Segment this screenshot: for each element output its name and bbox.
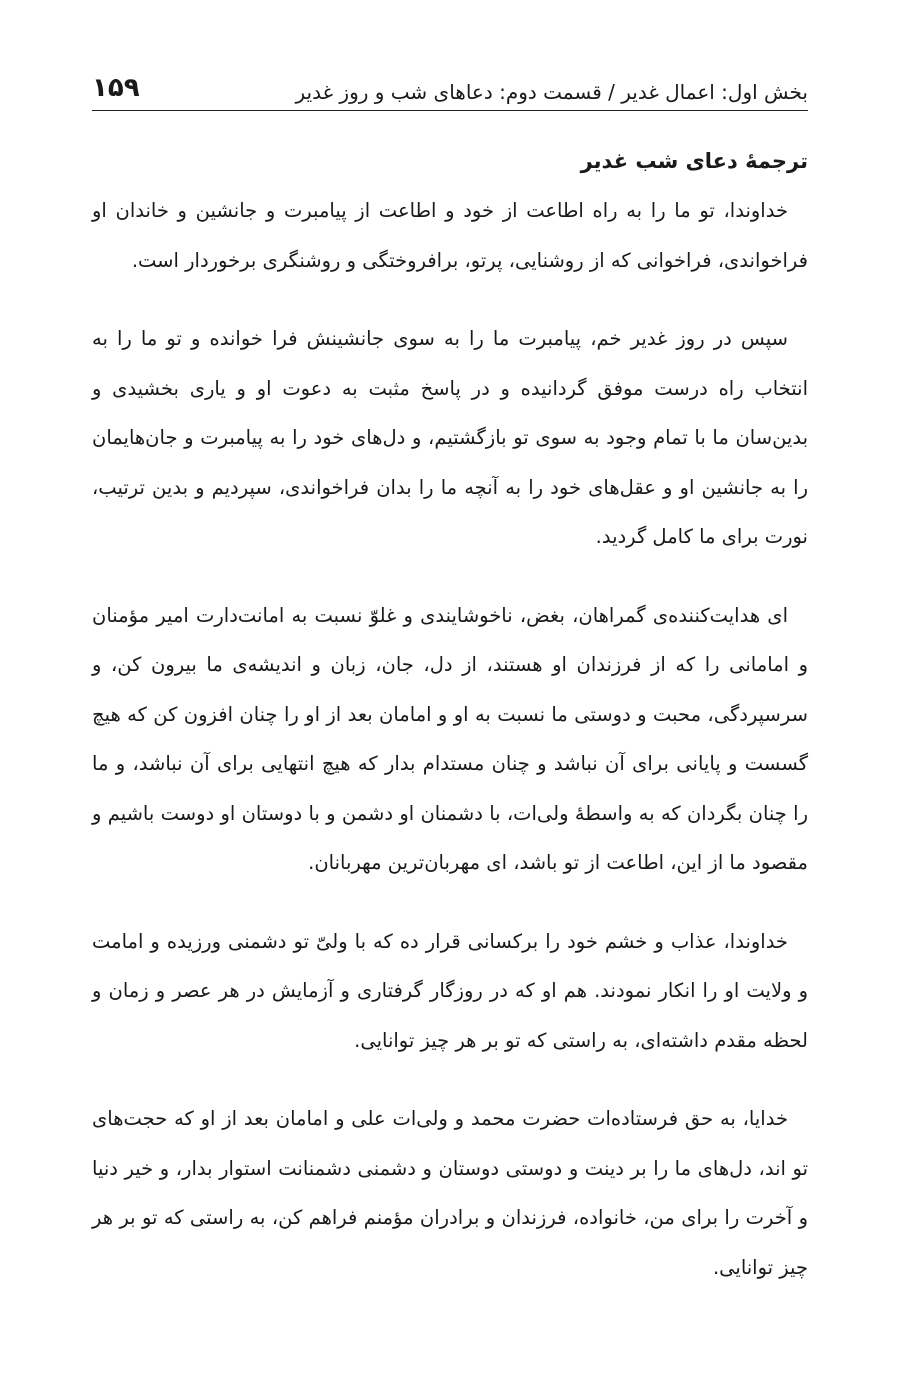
- paragraph-4: خداوندا، عذاب و خشم خود را برکسانی قرار ده که با ولیّ تو دشمنی ورزیده و امامت و ولایت او را انکار نمودند. هم او که در روزگار گرفتاری و آزمایش در هر عصر و زمان و لحظه مقدم داشته‌ای، به راستی که تو بر هر چیز توانایی.: [92, 929, 808, 1052]
- paragraph-3: ای هدایت‌کننده‌ی گمراهان، بغض، ناخوشایندی و غلوّ نسبت به امانت‌دارت امیر مؤمنان و امامانی را که از فرزندان او هستند، از دل، جان، زبان و اندیشه‌ی ما بیرون کن، و سرسپردگی، محبت و دوستی ما نسبت به او و امامان بعد از او را چنان افزون کن که هیچ گسست و پایانی برای آن نباشد و چنان مستدام بدار که هیچ انتهایی برای آن نباشد، و ما را چنان بگردان که به واسطهٔ ولی‌ات، با دشمنان او دشمن و با دوستان او دوست باشیم و مقصود ما از این، اطاعت از تو باشد، ای مهربان‌ترین مهربانان.: [92, 603, 808, 874]
- paragraph-1: خداوندا، تو ما را به راه اطاعت از خود و اطاعت از پیامبرت و جانشین و خاندان او فراخواندی، فراخوانی که از روشنایی، پرتو، برافروختگی و روشنگری برخوردار است.: [92, 199, 808, 272]
- paragraph-5: خدایا، به حق فرستاده‌ات حضرت محمد و ولی‌ات علی و امامان بعد از او که حجت‌های تو اند، دل‌های ما را بر دینت و دوستی دوستان و دشمنی دشمنانت استوار بدار، و خیر دنیا و آخرت را برای من، خانواده، فرزندان و برادران مؤمنم فراهم کن، به راستی که تو بر هر چیز توانایی.: [92, 1107, 808, 1279]
- running-title: بخش اول: اعمال غدیر / قسمت دوم: دعاهای شب و روز غدیر: [295, 80, 808, 104]
- body-text: [92, 186, 808, 1321]
- book-page: [92, 0, 808, 1390]
- paragraph-2: سپس در روز غدیر خم، پیامبرت ما را به سوی جانشینش فرا خوانده و تو ما را به انتخاب راه درست موفق گردانیده و در پاسخ مثبت به دعوت او و یاری بخشیدی و بدین‌سان ما با تمام وجود به سوی تو بازگشتیم، و دل‌های خود را به پیامبرت و جان‌هایمان را به جانشین او و عقل‌های خود را به آنچه ما را بدان فراخواندی، سپردیم و بدین ترتیب، نورت برای ما کامل گردید.: [92, 327, 808, 548]
- page-number: ۱۵۹: [92, 73, 140, 103]
- section-title: ترجمهٔ دعای شب غدیر: [580, 149, 808, 173]
- page-header: [92, 70, 808, 111]
